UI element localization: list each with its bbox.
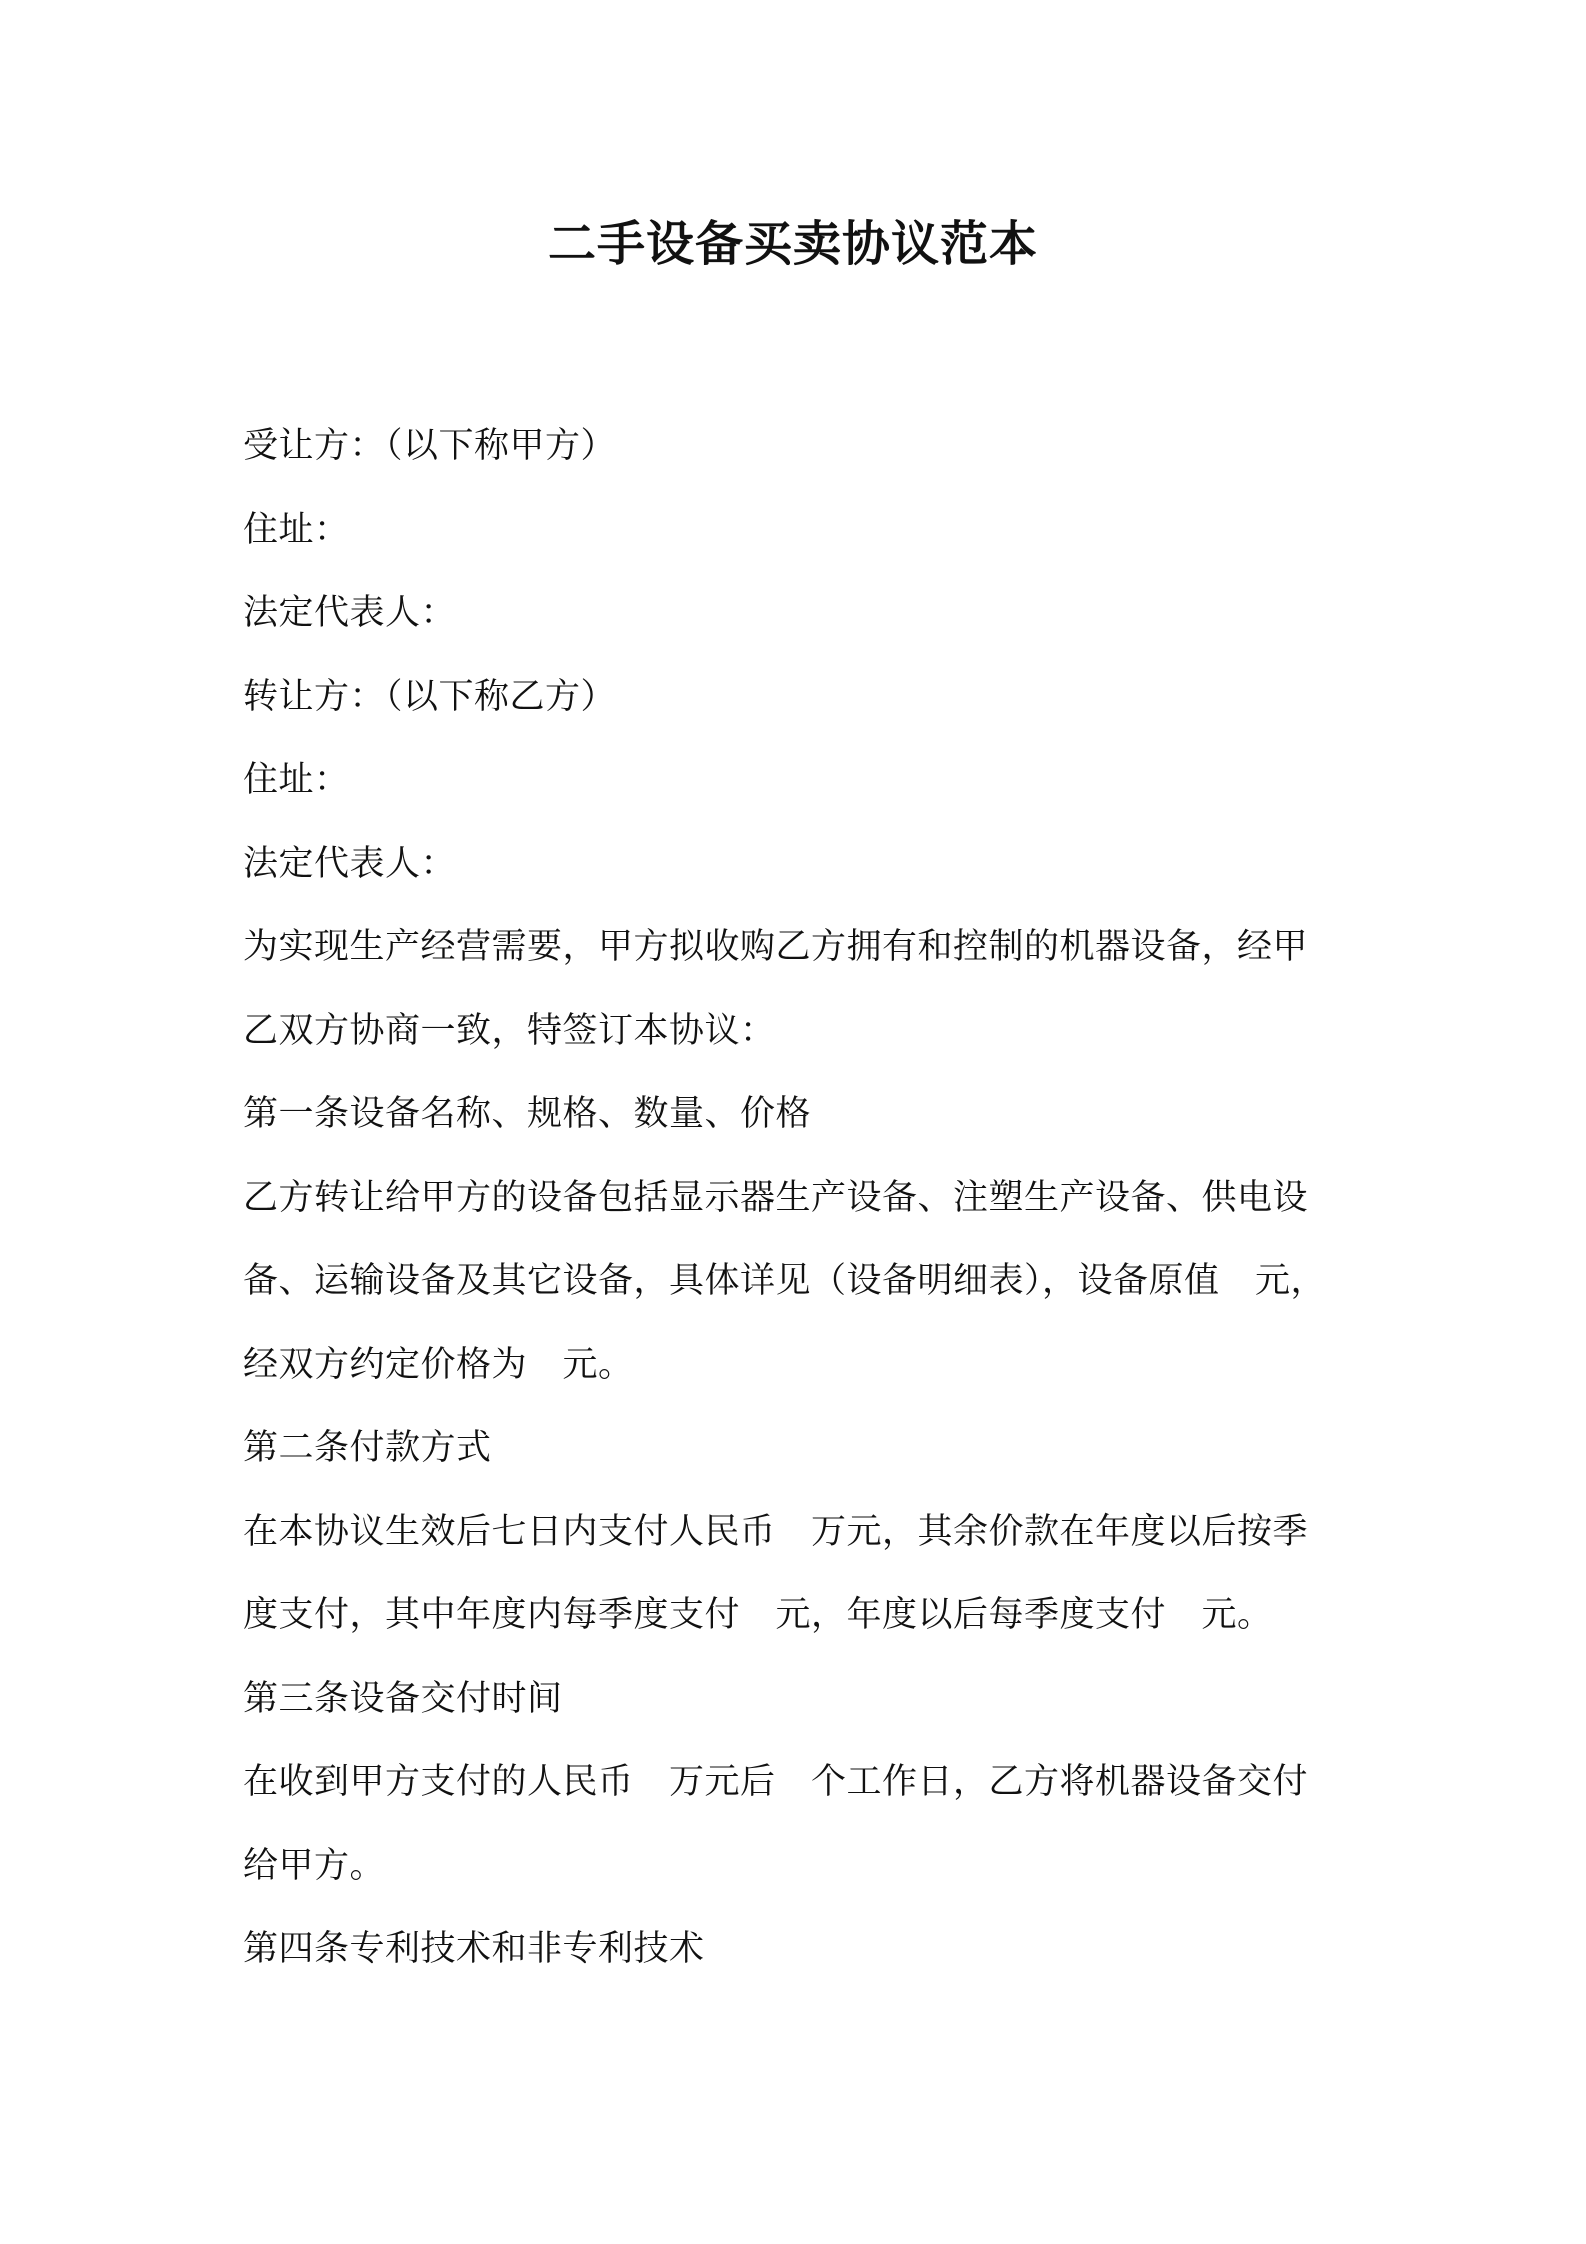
text-line-address: 住址： — [243, 509, 350, 550]
paragraph-line: 经双方约定价格为 元。 — [243, 1344, 634, 1385]
paragraph-line: 在收到甲方支付的人民币 万元后 个工作日，乙方将机器设备交付 — [243, 1762, 1309, 1802]
text-line-legal-representative: 法定代表人： — [243, 843, 457, 884]
article-heading: 第四条专利技术和非专利技术 — [243, 1929, 705, 1969]
paragraph-line: 备、运输设备及其它设备，具体详见（设备明细表），设备原值 元， — [243, 1261, 1327, 1301]
paragraph-line: 乙双方协商一致，特签订本协议： — [243, 1010, 776, 1051]
article-heading: 第二条付款方式 — [243, 1428, 492, 1468]
document-title: 二手设备买卖协议范本 — [547, 216, 1038, 272]
text-line-transferee: 受让方：（以下称甲方） — [243, 426, 617, 466]
text-line-legal-representative: 法定代表人： — [243, 593, 457, 633]
text-line-transferor: 转让方：（以下称乙方） — [243, 676, 617, 717]
document-body — [243, 405, 1373, 1992]
paragraph-line: 在本协议生效后七日内支付人民币 万元，其余价款在年度以后按季 — [243, 1511, 1309, 1552]
article-heading: 第一条设备名称、规格、数量、价格 — [243, 1094, 812, 1134]
text-line-address: 住址： — [243, 760, 350, 800]
article-heading: 第三条设备交付时间 — [243, 1678, 563, 1719]
paragraph-line: 乙方转让给甲方的设备包括显示器生产设备、注塑生产设备、供电设 — [243, 1177, 1309, 1218]
paragraph-line: 度支付，其中年度内每季度支付 元，年度以后每季度支付 元。 — [243, 1595, 1273, 1635]
paragraph-line: 为实现生产经营需要，甲方拟收购乙方拥有和控制的机器设备，经甲 — [243, 927, 1309, 967]
paragraph-line: 给甲方。 — [243, 1845, 386, 1886]
